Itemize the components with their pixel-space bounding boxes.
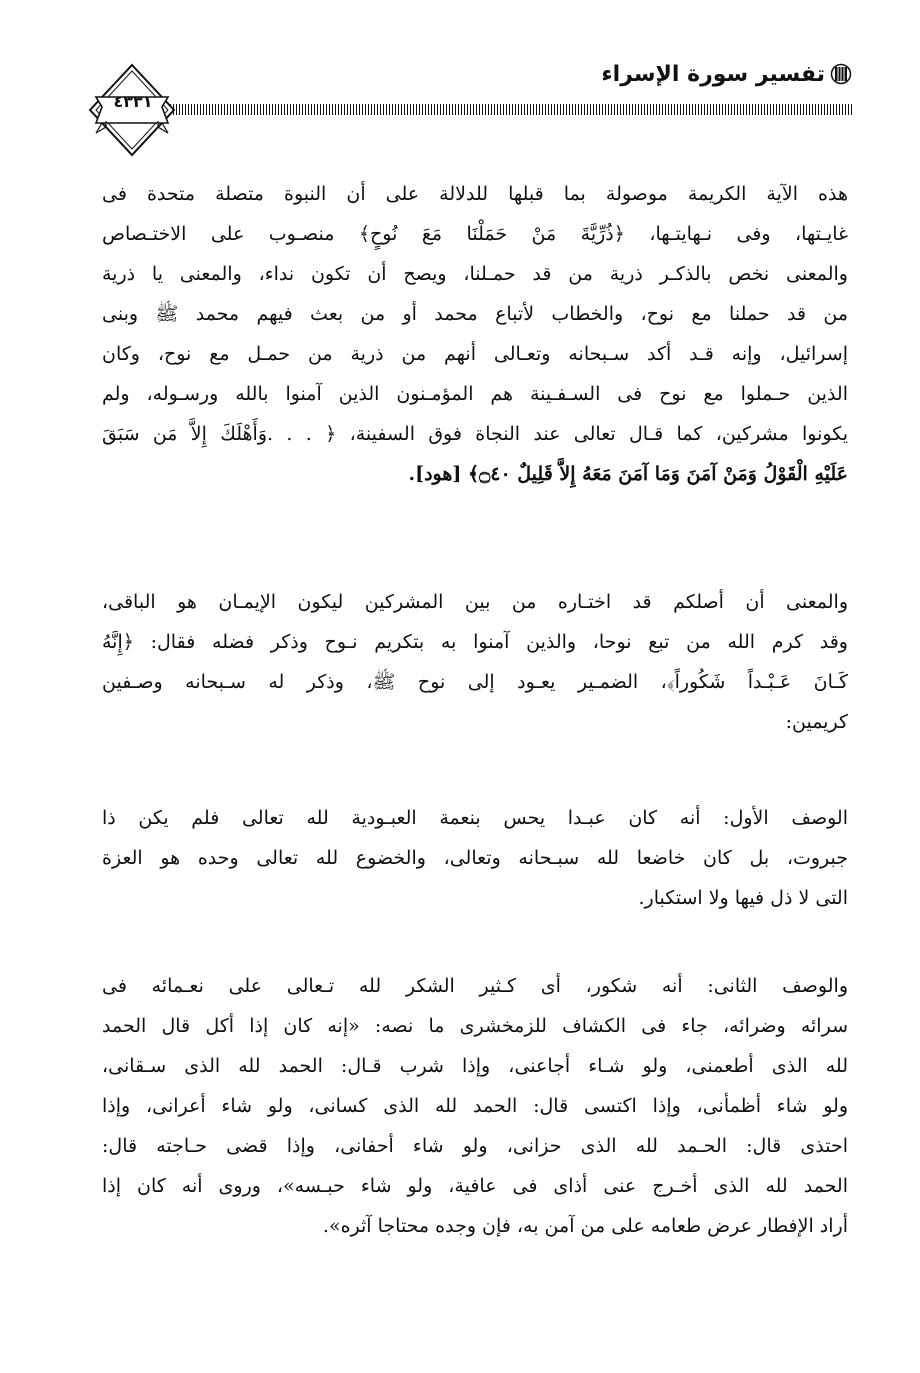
header-rule [170, 104, 852, 115]
text-line: الحمد لله الذى أخـرج عنى أذاى فى عافية، ولو شاء حبـسه»، وروى أنه كان إذا [102, 1175, 848, 1197]
paragraph-3 [102, 798, 848, 918]
text-line: الوصف الأول: أنه كان عبـدا يحس بنعمة العبـودية لله تعالى فلم يكن ذا [102, 807, 848, 829]
running-header-title: تفسير سورة الإسراء [601, 62, 825, 87]
text-line: غايـتها، وفى نـهايتـها، ﴿ذُرِّيَّةَ مَنْ حَمَلْنَا مَعَ نُوحٍ﴾ منصـوب على الاختـصاص [102, 223, 848, 245]
text-line: إسرائيل، وإنه قـد أكد سـبحانه وتعـالى أنهم من ذرية من حمـل مع نوح، وكان [102, 343, 848, 365]
text-line: كريمين: [785, 711, 848, 733]
text-line: ولو شاء أظمأنى، وإذا اكتسى قال: الحمد لله الذى كسانى، ولو شاء أعرانى، وإذا [102, 1095, 848, 1117]
text-line: سرائه وضرائه، جاء فى الكشاف للزمخشرى ما نصه: «إنه كان إذا أكل قال الحمد [102, 1015, 848, 1037]
text-line: لله الذى أطعمنى، ولو شـاء أجاعنى، وإذا شرب قـال: الحمد لله الذى سـقانى، [102, 1055, 848, 1077]
quran-verse-line: عَلَيْهِ الْقَوْلُ وَمَنْ آمَنَ وَمَا آمَنَ مَعَهُ إِلاَّ قَلِيلٌ ۝٤٠﴾ [هود]. [408, 463, 848, 485]
text-line: والمعنى نخص بالذكـر ذرية من قد حمـلنا، ويصح أن تكون نداء، والمعنى يا ذرية [102, 263, 848, 285]
text-line: والمعنى أن أصلكم قد اختـاره من بين المشركين ليكون الإيمـان هو الباقى، [102, 591, 848, 613]
text-line: التى لا ذل فيها ولا استكبار. [638, 887, 848, 909]
text-line: كَـانَ عَـبْـداً شَكُوراً﴾، الضمـير يعـود إلى نوح ﷺ، وذكر له سـبحانه وصـفين [102, 671, 848, 693]
text-line: الذين حـملوا مع نوح فى السـفـينة هم المؤمـنون الذين آمنوا بالله ورسـوله، ولم [102, 383, 848, 405]
text-line: احتذى قال: الحـمد لله الذى حزانى، ولو شاء أحفانى، وإذا قضى حـاجته قال: [102, 1135, 848, 1157]
decorative-circle-icon [830, 63, 852, 85]
paragraph-2 [102, 582, 848, 742]
paragraph-1 [102, 174, 848, 494]
text-line: هذه الآية الكريمة موصولة بما قبلها للدلالة على أن النبوة متصلة متحدة فى [102, 183, 848, 205]
text-line: والوصف الثانى: أنه شكور، أى كـثير الشكر لله تـعالى على نعـمائه فى [102, 975, 848, 997]
text-line: وقد كرم الله من تبع نوحا، والذين آمنوا به بتكريم نـوح وذكر فضله فقال: ﴿إِنَّهُ [102, 631, 848, 653]
paragraph-4 [102, 966, 848, 1246]
text-line: أراد الإفطار عرض طعامه على من آمن به، فإن وجده محتاجا آثره». [322, 1215, 848, 1237]
text-line: يكونوا مشركين، كما قـال تعالى عند النجاة فوق السفينة، ﴿ . . .وَأَهْلَكَ إِلاَّ مَن سَبَقَ [102, 423, 848, 445]
page-number: ٤٣٣١ [113, 92, 153, 111]
text-line: من قد حملنا مع نوح، والخطاب لأتباع محمد أو من بعث فيهم محمد ﷺ وبنى [102, 303, 848, 325]
text-line: جبروت، بل كان خاضعا لله سبـحانه وتعالى، والخضوع لله تعالى وحده هو العزة [102, 847, 848, 869]
